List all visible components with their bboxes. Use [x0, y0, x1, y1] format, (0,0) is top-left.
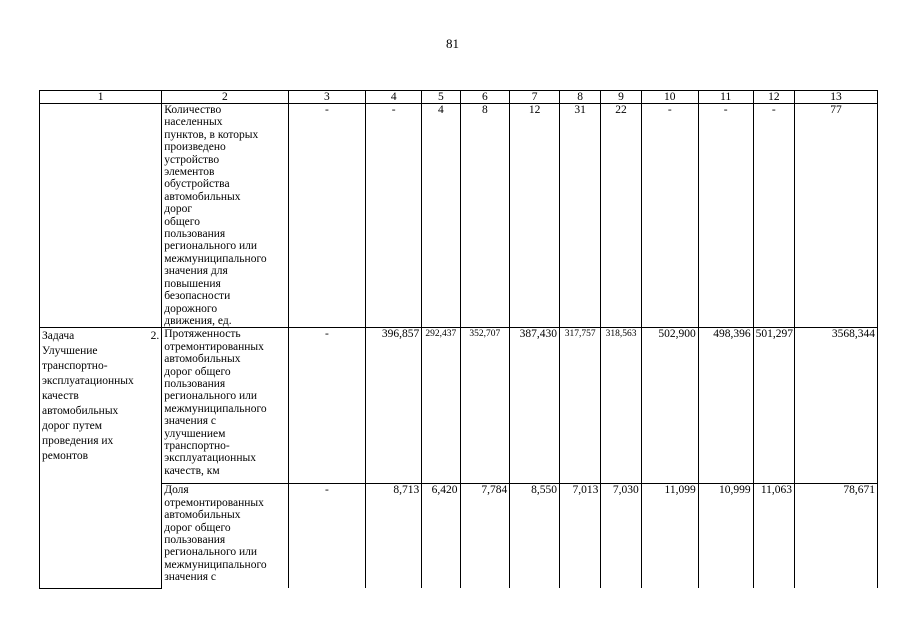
value-cell: 352,707 [460, 328, 510, 484]
table-row [40, 104, 878, 328]
indicator-line: устройство [164, 153, 220, 166]
indicator-cell [162, 484, 288, 589]
indicator-line: обустройства [164, 178, 230, 191]
indicator-line: отремонтированных [164, 340, 264, 353]
indicator-line: значения с [164, 571, 217, 584]
indicator-line: повышения [164, 277, 221, 290]
indicator-line: дорог общего [164, 365, 231, 378]
column-header: 12 [753, 91, 794, 104]
indicator-line: пользования [164, 228, 226, 241]
indicator-line: населенных [164, 116, 223, 129]
task-line: дорог путем [42, 420, 103, 433]
value-cell: 318,563 [601, 328, 641, 484]
value-cell: 6,420 [422, 484, 460, 589]
page-number: 81 [446, 36, 459, 51]
column-header: 9 [601, 91, 641, 104]
value-cell: 7,030 [601, 484, 641, 589]
value-cell: 11,099 [641, 484, 698, 589]
value-cell: - [288, 484, 366, 589]
indicator-line: качеств, км [164, 464, 220, 477]
value-cell: - [366, 104, 422, 328]
value-cell: - [288, 104, 366, 328]
indicator-line: Протяженность [164, 328, 241, 341]
indicator-line: отремонтированных [164, 496, 264, 509]
task-line: Задача 2. [42, 330, 160, 343]
task-cell [40, 328, 162, 589]
indicator-line: автомобильных [164, 353, 241, 366]
task-line: проведения их [42, 435, 114, 448]
task-line: качеств [42, 390, 79, 403]
value-cell: 8,550 [510, 484, 560, 589]
value-cell: 31 [559, 104, 600, 328]
indicator-line: межмуниципального [164, 402, 267, 415]
indicator-line: транспортно- [164, 439, 230, 452]
value-cell: 12 [510, 104, 560, 328]
value-cell: 501,297 [753, 328, 794, 484]
table-row [40, 328, 878, 484]
value-cell: - [753, 104, 794, 328]
indicator-line: элементов [164, 166, 215, 179]
indicator-line: регионального или [164, 546, 258, 559]
value-cell: 7,784 [460, 484, 510, 589]
column-header: 4 [366, 91, 422, 104]
indicator-line: дорожного [164, 302, 218, 315]
indicator-line: Доля [164, 484, 189, 497]
value-cell: 78,671 [795, 484, 878, 589]
value-cell: 8,713 [366, 484, 422, 589]
task-line: Улучшение [42, 345, 98, 358]
column-header: 8 [559, 91, 600, 104]
indicator-line: межмуниципального [164, 558, 267, 571]
task-line: транспортно- [42, 360, 108, 373]
value-cell: 387,430 [510, 328, 560, 484]
column-header: 2 [162, 91, 288, 104]
value-cell: 22 [601, 104, 641, 328]
value-cell: 8 [460, 104, 510, 328]
column-header: 11 [698, 91, 753, 104]
indicator-line: дорог общего [164, 521, 231, 534]
column-header: 6 [460, 91, 510, 104]
value-cell: 3568,344 [795, 328, 878, 484]
indicator-line: межмуниципального [164, 252, 267, 265]
column-header: 5 [422, 91, 460, 104]
task-cell [40, 104, 162, 328]
value-cell: 292,437 [422, 328, 460, 484]
value-cell: 4 [422, 104, 460, 328]
column-header: 10 [641, 91, 698, 104]
indicator-cell [162, 104, 288, 328]
value-cell: 502,900 [641, 328, 698, 484]
value-cell: 11,063 [753, 484, 794, 589]
value-cell: 7,013 [559, 484, 600, 589]
value-cell: 498,396 [698, 328, 753, 484]
table-row [40, 484, 878, 589]
task-line: эксплуатационных [42, 375, 134, 388]
column-header: 1 [40, 91, 162, 104]
indicator-line: пунктов, в которых [164, 128, 259, 141]
indicators-table [39, 90, 878, 589]
indicator-line: движения, ед. [164, 314, 232, 327]
indicator-line: автомобильных [164, 190, 241, 203]
value-cell: - [288, 328, 366, 484]
indicator-line: дорог общего [164, 203, 200, 228]
indicator-line: произведено [164, 141, 226, 154]
indicator-line: значения с [164, 415, 217, 428]
indicator-line: Количество [164, 104, 222, 116]
task-line: автомобильных [42, 405, 119, 418]
indicator-line: эксплуатационных [164, 452, 256, 465]
value-cell: - [641, 104, 698, 328]
indicator-line: автомобильных [164, 509, 241, 522]
indicator-line: пользования [164, 377, 226, 390]
indicator-cell [162, 328, 288, 484]
value-cell: 10,999 [698, 484, 753, 589]
value-cell: - [698, 104, 753, 328]
indicator-line: улучшением [164, 427, 226, 440]
indicator-line: регионального или [164, 240, 258, 253]
value-cell: 317,757 [559, 328, 600, 484]
indicator-line: значения для [164, 265, 228, 278]
table-header-row [40, 91, 878, 104]
indicator-line: регионального или [164, 390, 258, 403]
indicator-line: безопасности [164, 290, 231, 303]
indicator-line: пользования [164, 533, 226, 546]
value-cell: 396,857 [366, 328, 422, 484]
column-header: 3 [288, 91, 366, 104]
column-header: 13 [795, 91, 878, 104]
column-header: 7 [510, 91, 560, 104]
value-cell: 77 [795, 104, 878, 328]
task-line: ремонтов [42, 450, 89, 463]
